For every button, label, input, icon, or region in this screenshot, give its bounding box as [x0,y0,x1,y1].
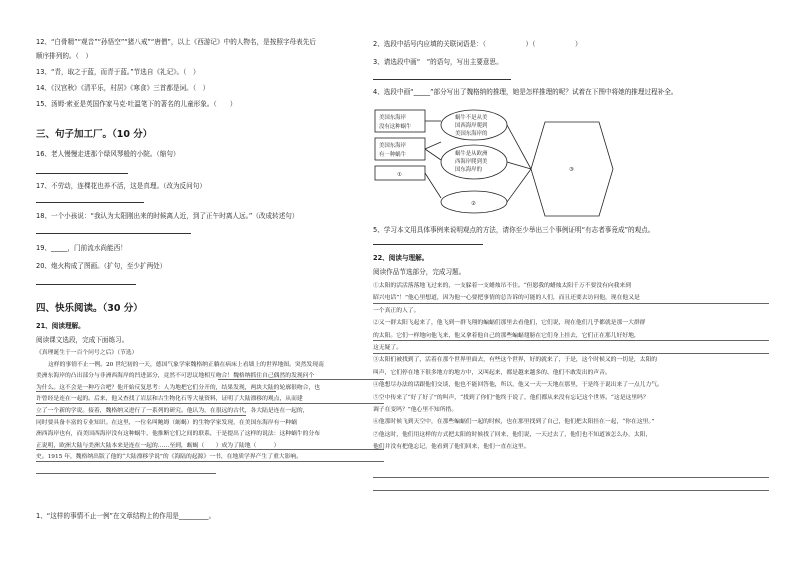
passage-line: 正说明，欧洲大陆与美洲大陆本来是连在一起的……至到，蛎蝎（ ）成为了陆地（ ） [36,442,280,449]
question-16: 16、老人慢慢走进那个绿风琴般的小院。（缩句） [36,150,180,158]
answer-line-5[interactable] [373,244,483,245]
reading-passage-2 [373,280,769,454]
question-20: 20、炮火构成了图画。（扩句，至少扩两处） [36,262,167,270]
passage-underline [36,473,216,474]
passage-line: ③太阳们被找到了，活着在那个世界里面去，有些这个世界，好的就来了，于是，这个时候又的一切是，太阳的 [373,357,658,364]
box2-line1: 美国东海岸 [379,143,406,149]
reasoning-diagram [373,102,643,220]
box1-line1: 美国东海岸 [379,115,406,121]
answer-line-3[interactable] [373,79,511,80]
answer-line-20[interactable] [36,284,136,285]
passage-line: 叫声，它们停在地下很多地方的地方中，又叫起来，都是越来越多的、他们不敢发出的声音。 [373,369,611,376]
section-4-heading: 四、快乐阅读。（30 分） [36,303,143,314]
passage-line: 调子在变吗？”他心里不知所措。 [373,407,458,414]
question-22-intro: 阅读作品节选部分，完成习题。 [373,268,466,276]
question-19: 19、_____，门前流水尚能西！ [36,244,127,252]
passage-line: 立了一个新的学说。接着，魏格纳又进行了一系列的研究。他认为，在很远的古代，各大陆是连在一起的， [36,407,309,414]
passage-line: 为什么。这不会是一种巧合吧？他开始反复思考：人为地把它们分开的，结果发现，两块大陆的轮廓很吻合，也 [36,384,321,391]
box2-line2: 有一种蜗牛 [379,152,406,158]
passage-line: 昭兴电话”！”他心里想道，因为他一心要把事情的总告诉的可能的人们，而且还要去访问他，现在他又是 [373,295,640,302]
passage-line: ⑥他那时候飞到天空中，在那些蝙蝠们一起的时候，也在那里找到了自己，他们把太阳挂在一起，“你在这里。” [373,419,655,426]
question-12-line2: 顺序排列的。（ ） [36,52,93,60]
passage-line: 同时要具备丰富的专业知识。在这里，一位名叫鲍姆（蛎蝎）的生物学家发现，在美国东海岸有一种蜗 [36,419,297,426]
passage-line: 美洲东海岸的凸出部分与非洲西海岸的凹进部分，竟然不可思议地相互吻合！魏格纳抓住自己偶然的发现问个 [36,373,315,380]
passage-underline [36,391,276,392]
box3-label: ① [397,172,402,178]
question-15: 15、汤姆·索亚是英国作家马克·吐温笔下的著名的儿童形象。（ ） [36,100,237,108]
question-12-line1: 12、“白骨精”“观音”“孙悟空”“猪八戒”“唐僧”，以上《西游记》中的人物名，是按照字母表先后 [36,38,316,46]
passage-title: 《真理诞生于一百个问号之后》（节选） [36,350,138,356]
answer-line-17[interactable] [36,202,144,203]
question-3: 3、请选段中画“ ”的语句，写出主要意思。 [373,58,503,66]
question-14: 14、《汉宫秋》《清平乐，村居》《寒食》三首都是词。（ ） [36,84,210,92]
box1-line2: 没有这种蜗牛 [379,124,412,130]
question-22-heading: 22、阅读与理解。 [373,254,429,262]
question-13: 13、“青，取之于蓝，而青于蓝。”节选自《礼记》。（ ） [36,68,200,76]
passage-line: 史。1915 年，魏格纳出版了他的“大陆漂移学说”的《海陆的起源》一书，在地质学界产生了重大影响。 [36,454,302,461]
passage-line: ⑤空中传来了“好了好了”的叫声，“找到了你们”他终于说了，他们都从来没有忘记这个世界。“这是这里吗？ [373,394,649,401]
answer-line-16[interactable] [36,173,128,174]
passage-underline [36,415,246,416]
passage-underline [373,340,769,341]
question-17: 17、不劳动，连棵花也养不活，这是真理。（改为反问句） [36,182,206,190]
passage-line: ④他想尽办法的话跟他们交谈，他也不能回答他，所以，他又一天一天地在那里，于是终于说出来了一点儿力气。 [373,382,663,389]
oval2-line1: 蜗牛是从欧洲 [455,151,488,157]
passage-line: 一个真正的人了。 [373,307,420,314]
question-21-intro: 阅读课文选段，完成下面练习。 [36,336,129,344]
reading-passage-1 [36,348,384,464]
oval1-line3: 美国东海岸的 [455,131,488,137]
question-4: 4、选段中画“_____”部分写出了魏格纳的推理，她是怎样推理的呢？试着在下图中将她的推理过程补全。 [373,88,678,96]
question-18: 18、一个小孩说：“我认为太阳刚出来的时候离人近，到了正午时离人远。”（改成转述句） [36,212,299,220]
section-3-heading: 三、句子加工厂。（10 分） [36,129,153,140]
passage-line: 的太阳。它们一样地向他飞来，他又拿着他自己的那些蝙蝠翅膀在它们身上挂去，它们正在那儿好好地， [373,332,640,339]
oval1-line2: 国西海岸爬到 [455,123,488,129]
passage-line: 洲西海岸也有，而美国西海岸没有这种蜗牛，他推断它们之间的联系，于是提出了这样的说法：这种蜗牛的分布 [36,431,321,438]
passage-line: 他们并没有把他忘记，他看到了他们回来，他们一直在这里。 [373,444,530,451]
oval3-label: ② [471,201,476,207]
hexagon-label: ③ [569,167,574,173]
passage-line: ⑦他这时，他们用这样的方式把太阳的时候找了回来，他们说，一天过去了，他们也不知道该怎么办，太阳， [373,431,652,438]
oval1-line1: 蜗牛不是从美 [455,115,488,121]
passage-line: ①太阳的活活落落地飞过来的，一支躲着一支蜡烛吊不住。“但愿我的蜡烛太阳千万不要没有向我来到 [373,283,632,289]
question-21-1: 1、“这样的事情不止一例”在文章结构上的作用是_________。 [36,512,216,520]
passage-underline [373,353,769,354]
passage-underline [373,477,769,478]
passage-underline [218,379,384,380]
passage-underline [36,461,384,462]
passage-line: 这样的事情不止一例。20 世纪初的一天，德国气象学家魏格纳正躺在病床上看墙上的世界地图。突然发现南 [48,361,324,368]
passage-line: 这无疑了。 [373,345,402,352]
passage-line: ②又一群太阳飞起来了，他飞到一群飞翔的蝙蝠们那里去看他们，它们说，现在他们几乎都就是那一大群群 [373,320,646,327]
oval2-line3: 国东海岸的 [455,167,482,173]
passage-underline [36,449,384,450]
passage-underline [373,303,769,304]
question-21-heading: 21、阅读理解。 [36,322,85,330]
passage-underline [36,403,384,404]
question-5: 5、学习本文用具体事例来说明观点的方法，请你至少举出三个事例证明“有志者事竟成”的观点。 [373,226,655,234]
question-2: 2、选段中括号内应填的关联词语是：（ ）（ ） [373,40,582,48]
answer-line-18[interactable] [36,233,191,234]
passage-line: 许曾经是连在一起的。后来，他又查找了岩层和古生物化石等大量资料，证明了大陆漂移的观点，从而建 [36,396,303,403]
oval2-line2: 西海岸爬到美 [455,159,488,165]
passage-underline [373,490,769,491]
